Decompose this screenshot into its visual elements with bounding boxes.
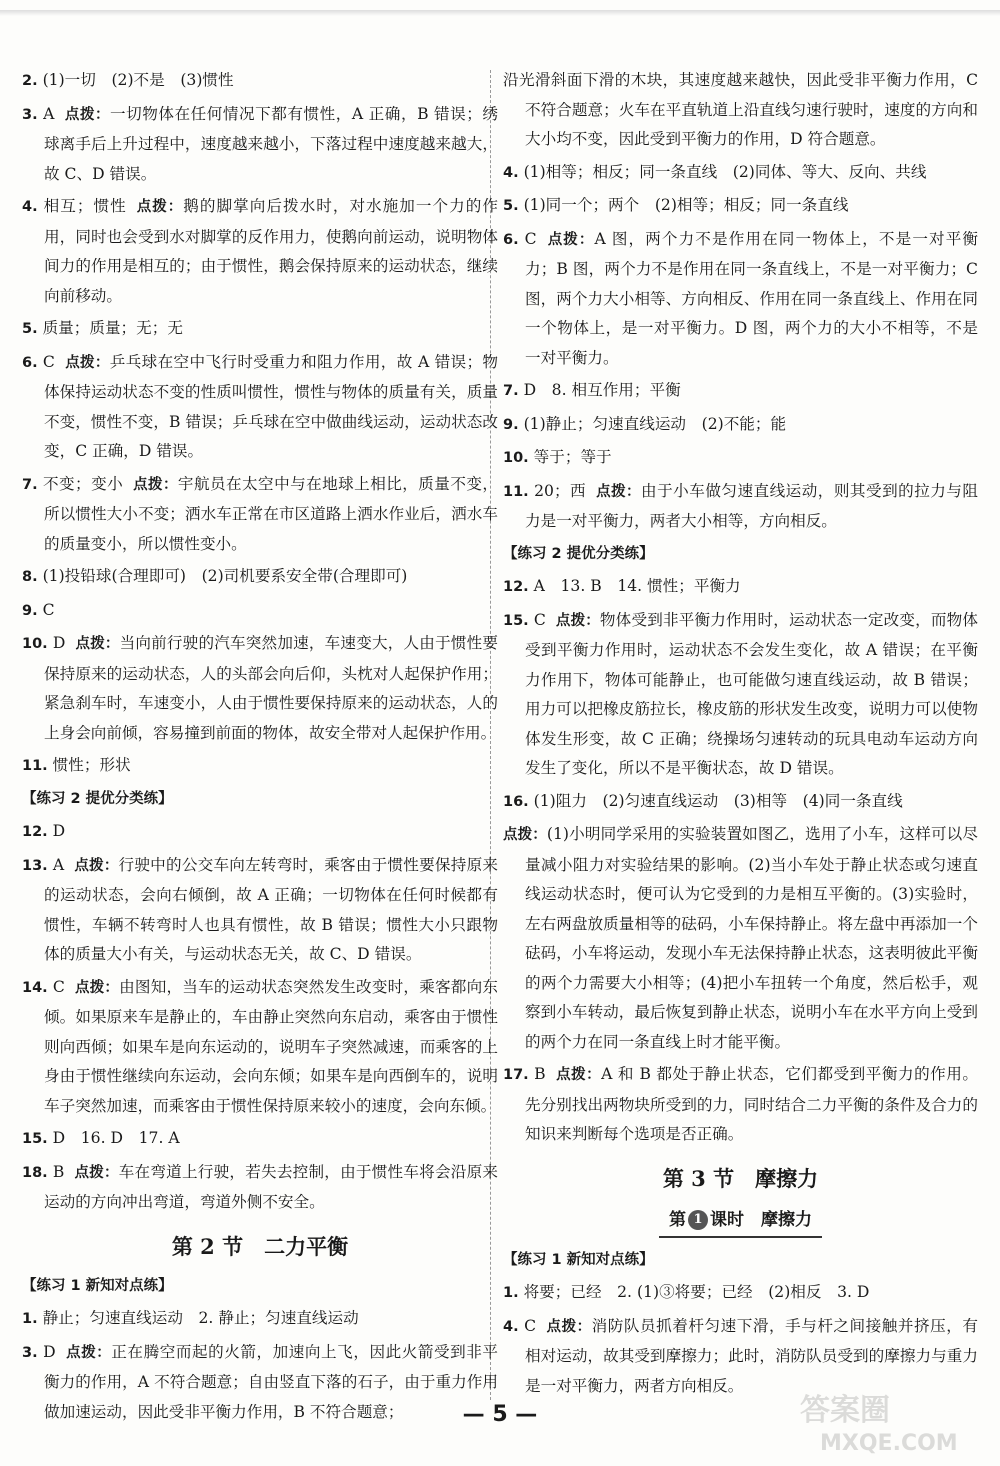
answer-item — [503, 572, 978, 603]
answer-text: (1)静止；匀速直线运动 (2)不能；能 — [523, 414, 787, 433]
hint-label: 点拨： — [74, 1164, 119, 1181]
hint-label: 点拨： — [65, 1344, 112, 1361]
top-edge — [0, 10, 1000, 16]
hint-label: 点拨： — [64, 106, 111, 123]
answer-value: C — [524, 1316, 537, 1335]
item-number: 7. — [22, 476, 38, 493]
answer-item — [503, 1060, 978, 1150]
answer-text: (1)阻力 (2)匀速直线运动 (3)相等 (4)同一条直线 — [533, 791, 903, 810]
answer-text: 等于；等于 — [533, 448, 612, 466]
exercise-heading: 【练习 2 提优分类练】 — [22, 790, 173, 807]
answer-item — [503, 477, 978, 537]
answer-value: 不变；变小 — [43, 474, 124, 493]
answer-item — [22, 973, 498, 1122]
answer-text: (1)投铅球(合理即可) (2)司机要系安全带(合理即可) — [42, 567, 408, 585]
item-number: 12. — [503, 579, 529, 595]
item-number: 18. — [22, 1164, 48, 1181]
answer-item — [22, 1304, 498, 1335]
answer-value: D — [52, 634, 66, 652]
page-number: — 5 — — [462, 1402, 538, 1427]
answer-item — [22, 348, 498, 467]
hint-label: 点拨： — [64, 354, 110, 371]
item-number: 4. — [22, 199, 38, 215]
answer-item — [22, 1158, 498, 1218]
answer-item — [22, 817, 498, 848]
watermark-bottom: MXQE.COM — [820, 1431, 958, 1456]
answer-text: (1)一切 (2)不是 (3)惯性 — [42, 71, 234, 89]
answer-text: (1)小明同学采用的实验装置如图乙，选用了小车，这样可以尽量减小阻力对实验结果的影响。(2)当小车处于静止状态或匀速直线运动状态时，便可认为它受到的力是相互平衡的。(3)实验时，左右两盘放质量相等的砝码，小车保持静止。将左盘中再添加一个砝码，小车将运动，发现小车无法保持静止状态，这表明彼此平衡的两个力需要大小相等；(4)把小车扭转一个角度，然后松手，观察到小车转动，最后恢复到静止状态，说明小车在水平方向上受到的两个力在同一条直线上时才能平衡。 — [525, 825, 979, 1051]
answer-value: B — [52, 1162, 65, 1181]
answer-text: 由于小车做匀速直线运动，则其受到的拉力与阻力是一对平衡力，两者大小相等，方向相反。 — [525, 481, 978, 530]
answer-item — [22, 1124, 498, 1155]
answer-item — [503, 158, 978, 189]
item-number: 14. — [22, 979, 48, 996]
item-number: 11. — [503, 483, 529, 500]
exercise-heading: 【练习 1 新知对点练】 — [22, 1277, 173, 1294]
answer-value: B — [534, 1065, 546, 1083]
exercise-heading: 【练习 1 新知对点练】 — [503, 1251, 654, 1268]
answer-value: C — [52, 977, 65, 996]
answer-value: C — [42, 352, 55, 371]
item-number: 11. — [22, 758, 48, 774]
item-number: 6. — [503, 231, 519, 248]
hint-label: 点拨： — [75, 636, 120, 652]
answer-item — [22, 629, 498, 748]
item-number: 7. — [503, 383, 519, 399]
lesson-title-inner — [659, 1204, 822, 1238]
hint-label: 点拨： — [555, 612, 600, 629]
answer-text: 行驶中的公交车向左转弯时，乘客由于惯性要保持原来的运动状态，会向右倾倒，故 A 正确；一切物体在任何时候都有惯性，车辆不转弯时人也具有惯性，故 B 错误；惯性大小只跟物体的质量大小有关，与运动状态无关，故 C、D 错误。 — [44, 855, 498, 963]
answer-text: (1)同一个；两个 (2)相等；相反；同一条直线 — [523, 196, 849, 214]
answer-item — [503, 376, 978, 407]
item-number: 6. — [22, 354, 38, 371]
answer-text: 鹅的脚掌向后拨水时，对水施加一个力的作用，同时也会受到水对脚掌的反作用力，使鹅向前运动，说明物体间力的作用是相互的；由于惯性，鹅会保持原来的运动状态，继续向前移动。 — [44, 197, 498, 305]
right-column — [503, 66, 978, 1404]
answer-text: 消防队员抓着杆匀速下滑，手与杆之间接触并挤压，有相对运动，故其受到摩擦力；此时，消防队员受到的摩擦力与重力是一对平衡力，两者方向相反。 — [525, 1316, 978, 1395]
item-number: 17. — [503, 1067, 529, 1083]
item-number: 15. — [22, 1131, 48, 1147]
item-number: 1. — [503, 1285, 519, 1301]
item-number: 3. — [22, 1344, 38, 1361]
answer-item — [22, 192, 498, 311]
answer-item — [503, 410, 978, 441]
answer-text: 正在腾空而起的火箭，加速向上飞，因此火箭受到非平衡力的作用，A 不符合题意；自由竖直下落的石子，由于重力作用做加速运动，因此受非平衡力作用，B 不符合题意； — [44, 1342, 498, 1421]
watermark-top: 答案圈 — [800, 1393, 890, 1428]
hint-label: 点拨： — [555, 1067, 602, 1083]
item-number: 9. — [503, 416, 519, 433]
answer-text: A 图，两个力不是作用在同一物体上，不是一对平衡力；B 图，两个力不是作用在同一条直线上，不是一对平衡力；C 图，两个力大小相等、方向相反、作用在同一条直线上、作用在同一个物体上，是一对平衡力。D 图，两个力的大小不相等，不是一对平衡力。 — [525, 229, 978, 367]
hint-label: 点拨： — [74, 857, 119, 874]
watermark-logo — [790, 1388, 990, 1458]
item-number: 8. — [22, 569, 38, 585]
answer-value: 相互；惯性 — [43, 197, 127, 215]
item-number: 5. — [503, 198, 519, 214]
answer-value: C — [524, 229, 537, 248]
answer-value: 20；西 — [534, 481, 587, 500]
answer-item — [22, 751, 498, 782]
answer-value: D — [43, 1342, 56, 1361]
hint-label: 点拨： — [546, 1318, 592, 1335]
answer-text: 将要；已经 2. (1)③将要；已经 (2)相反 3. D — [523, 1283, 870, 1301]
answer-text: 物体受到非平衡力作用时，运动状态一定改变，而物体受到平衡力作用时，运动状态不会发生变化，故 A 错误；在平衡力作用下，物体可能静止，也可能做匀速直线运动，故 B 错误；用力可以把橡皮筋拉长，橡皮筋的形状发生改变，说明力可以使物体发生形变，故 C 正确；绕操场匀速转动的玩具电动车运动方向发生了变化，所以不是平衡状态，故 D 错误。 — [525, 610, 978, 777]
answer-item — [503, 66, 978, 155]
item-number: 16. — [503, 793, 529, 810]
item-number: 13. — [22, 857, 48, 874]
hint-label: 点拨： — [546, 231, 595, 248]
answer-text: D 16. D 17. A — [52, 1129, 180, 1147]
answer-text: 一切物体在任何情况下都有惯性，A 正确，B 错误；绣球离手后上升过程中，速度越来越小，下落过程中速度越来越大，故 C、D 错误。 — [44, 104, 498, 183]
answer-text: 沿光滑斜面下滑的木块，其速度越来越快，因此受非平衡力作用，C 不符合题意；火车在平直轨道上沿直线匀速行驶时，速度的方向和大小均不变，因此受到平衡力的作用，D 符合题意。 — [503, 71, 978, 148]
answer-item — [22, 314, 498, 345]
hint-label: 点拨： — [133, 476, 178, 493]
answer-text: 乒乓球在空中飞行时受重力和阻力作用，故 A 错误；物体保持运动状态不变的性质叫惯性，惯性与物体的质量有关，质量不变，惯性不变，B 错误；乒乓球在空中做曲线运动，运动状态改变，C 正确，D 错误。 — [44, 352, 498, 460]
answer-item — [503, 191, 978, 222]
section-title: 第 2 节 二力平衡 — [171, 1233, 349, 1259]
item-number: 10. — [22, 636, 48, 652]
item-number: 1. — [22, 1311, 38, 1327]
answer-text: 质量；质量；无；无 — [42, 319, 183, 337]
lesson-prefix: 第 — [669, 1209, 686, 1230]
answer-item — [503, 820, 978, 1057]
item-number: 2. — [22, 73, 38, 89]
answer-text: 惯性；形状 — [52, 756, 131, 774]
answer-value: A — [43, 104, 55, 123]
lesson-number-badge: 1 — [688, 1210, 708, 1230]
answer-item — [503, 1278, 978, 1309]
hint-label: 点拨： — [136, 199, 184, 215]
hint-label: 点拨： — [596, 483, 642, 500]
answer-text: 当向前行驶的汽车突然加速，车速变大，人由于惯性要保持原来的运动状态，人的头部会向后仰，头枕对人起保护作用；紧急刹车时，车速变小，人由于惯性要保持原来的运动状态，人的上身会向前倾，容易撞到前面的物体，故安全带对人起保护作用。 — [44, 634, 498, 742]
answer-item — [22, 851, 498, 970]
item-number: 15. — [503, 612, 529, 629]
item-number: 5. — [22, 321, 38, 337]
item-number: 9. — [22, 602, 38, 619]
answer-text: A 13. B 14. 惯性；平衡力 — [533, 577, 741, 595]
item-number: 3. — [22, 106, 38, 123]
answer-text: D 8. 相互作用；平衡 — [523, 381, 681, 399]
answer-text: 宇航员在太空中与在地球上相比，质量不变，所以惯性大小不变；洒水车正常在市区道路上洒水作业后，洒水车的质量变小，所以惯性变小。 — [44, 474, 498, 553]
answer-item — [503, 787, 978, 818]
answer-item — [22, 66, 498, 97]
answer-item — [503, 443, 978, 474]
lesson-name: 课时 摩擦力 — [710, 1209, 812, 1230]
item-number: 4. — [503, 164, 519, 181]
hint-label: 点拨： — [74, 979, 120, 996]
answer-text: 由图知，当车的运动状态突然发生改变时，乘客都向东倾。如果原来车是静止的，车由静止突然向东启动，乘客由于惯性则向西倾；如果车是向东运动的，说明车子突然减速，而乘客的上身由于惯性继续向东运动，会向东倾；如果车是向西倒车的，说明车子突然加速，而乘客由于惯性保持原来较小的速度，会向东倾。 — [44, 977, 498, 1115]
answer-text: (1)相等；相反；同一条直线 (2)同体、等大、反向、共线 — [523, 162, 927, 181]
answer-text: C — [42, 600, 55, 619]
answer-item — [22, 596, 498, 627]
answer-value: C — [533, 610, 546, 629]
lesson-title — [503, 1204, 978, 1238]
answer-text: A 和 B 都处于静止状态，它们都受到平衡力的作用。先分别找出两物块所受到的力，同时结合二力平衡的条件及合力的知识来判断每个选项是否正确。 — [525, 1065, 978, 1143]
answer-text: D — [52, 822, 66, 840]
answer-text: 静止；匀速直线运动 2. 静止；匀速直线运动 — [42, 1309, 359, 1327]
answer-item — [503, 606, 978, 784]
item-number: 12. — [22, 824, 48, 840]
item-number: 4. — [503, 1318, 519, 1335]
answer-item — [22, 100, 498, 190]
item-number: 10. — [503, 450, 529, 466]
section-title: 第 3 节 摩擦力 — [662, 1165, 819, 1191]
exercise-heading: 【练习 2 提优分类练】 — [503, 545, 654, 562]
answer-value: A — [52, 855, 65, 874]
answer-text: 车在弯道上行驶，若失去控制，由于惯性车将会沿原来运动的方向冲出弯道，弯道外侧不安全。 — [44, 1162, 498, 1211]
answer-item — [22, 470, 498, 560]
answer-item — [22, 562, 498, 593]
left-column — [22, 66, 498, 1430]
hint-label: 点拨： — [503, 827, 547, 843]
answer-item — [503, 225, 978, 374]
